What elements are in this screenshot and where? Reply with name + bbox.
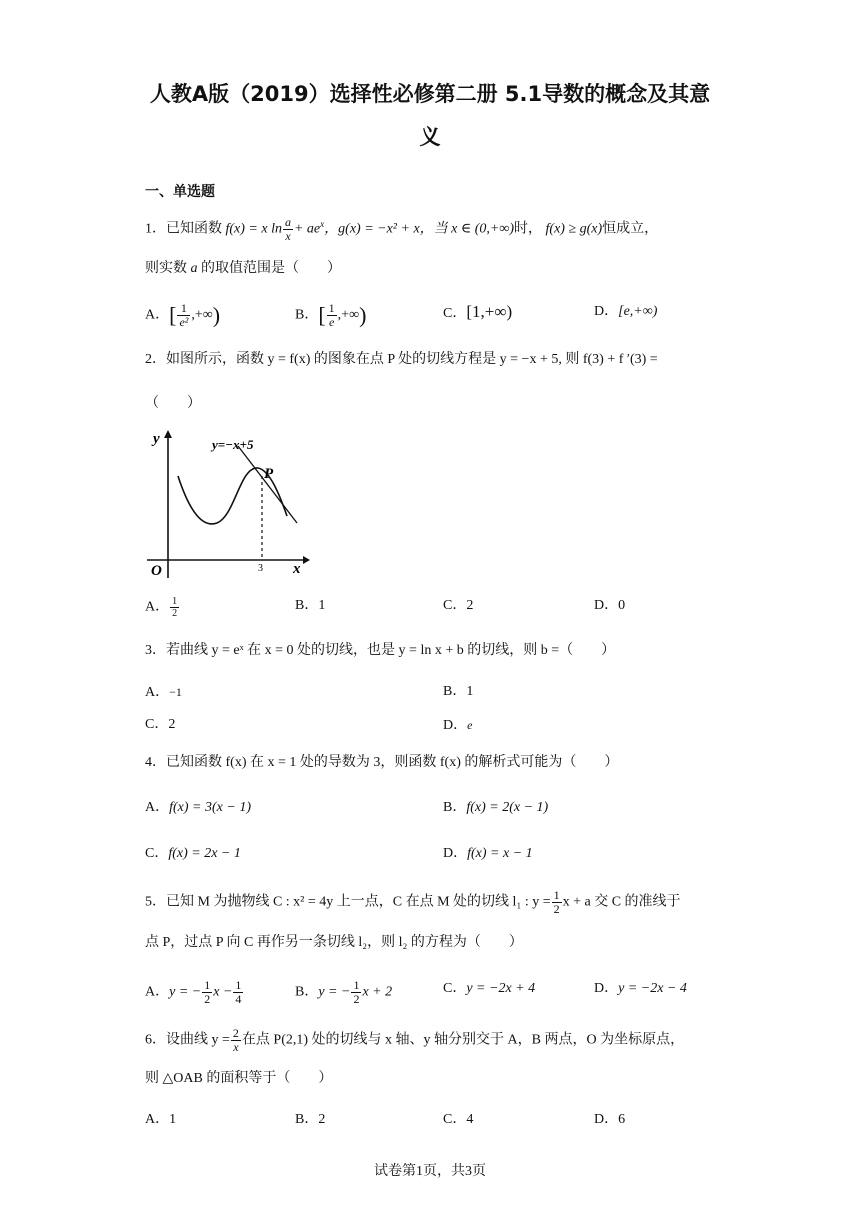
question-1-line1: 1．已知函数 f(x) = x ln $\frac{a}{x}$ + $ae^x$，g(x) = −x² + x，当 x ∈ (0,+∞)时， f(x) ≥ g(x)恒成立， (145, 214, 659, 243)
q5-option-d[interactable]: D．y = −2x − 4 (594, 981, 687, 996)
q6-option-c[interactable]: C．4 (443, 1112, 474, 1127)
y-axis-arrow (164, 430, 172, 438)
q1-option-b[interactable]: B．[ $\frac{1}{e}$ ,+∞) (295, 301, 367, 329)
q5-option-a[interactable]: A．y = − $\frac{1}{2}$ x − $\frac{1}{4}$ (145, 978, 242, 1006)
question-5-line1: 5．已知 M 为抛物线 C : x² = 4y 上一点，C 在点 M 处的切线 l₁ : y = $\frac{1}{2}$ x + a 交 C 的准线于 (145, 888, 681, 916)
function-graph-figure (145, 428, 310, 580)
question-1-line2: 则实数 a 的取值范围是（ ） (145, 261, 341, 276)
x-axis-label: x (293, 561, 301, 577)
question-2-paren: （ ） (145, 396, 201, 411)
q6-option-a[interactable]: A．1 (145, 1112, 177, 1127)
page-footer: 试卷第1页，共3页 (374, 1164, 486, 1179)
document-title-line1: 人教A版（2019）选择性必修第二册 5.1导数的概念及其意 (149, 82, 711, 106)
x-axis-arrow (303, 556, 310, 564)
q2-option-c[interactable]: C．2 (443, 598, 474, 613)
question-2-line1: 2．如图所示，函数 y = f(x) 的图象在点 P 处的切线方程是 y = −x + 5, 则 f(3) + f ′(3) = (145, 352, 658, 367)
q2-option-d[interactable]: D．0 (594, 598, 626, 613)
section-heading: 一、单选题 (145, 184, 215, 200)
q1-option-d[interactable]: D．[e,+∞) (594, 304, 658, 319)
q1-option-a[interactable]: A．[ $\frac{1}{\text{e²}}$ ,+∞) (145, 301, 221, 329)
question-6-line1: 6．设曲线 y = $\frac{2}{x}$ 在点 P(2,1) 处的切线与 x 轴、y 轴分别交于 A，B 两点，O 为坐标原点， (145, 1026, 685, 1054)
q4-option-c[interactable]: C．f(x) = 2x − 1 (145, 846, 241, 861)
q2-option-b[interactable]: B．1 (295, 598, 326, 613)
question-5-line2: 点 P，过点 P 向 C 再作另一条切线 l₂，则 l₂ 的方程为（ ） (145, 935, 523, 950)
q4-option-b[interactable]: B．f(x) = 2(x − 1) (443, 800, 549, 815)
q5-option-c[interactable]: C．y = −2x + 4 (443, 981, 536, 996)
origin-label: O (151, 563, 162, 579)
q6-option-b[interactable]: B．2 (295, 1112, 326, 1127)
q6-option-d[interactable]: D．6 (594, 1112, 626, 1127)
document-title-line2: 义 (419, 125, 441, 149)
q3-option-d[interactable]: D．e (443, 718, 473, 733)
q3-option-b[interactable]: B．1 (443, 684, 474, 699)
q3-option-a[interactable]: A．−1 (145, 685, 182, 700)
tangent-line (238, 446, 297, 523)
question-6-line2: 则 △OAB 的面积等于（ ） (145, 1071, 333, 1086)
q3-option-c[interactable]: C．2 (145, 717, 176, 732)
q5-option-b[interactable]: B．y = − $\frac{1}{2}$ x + 2 (295, 978, 393, 1006)
y-axis-label: y (153, 431, 160, 447)
q1-option-c[interactable]: C．[1,+∞) (443, 302, 513, 321)
question-3: 3．若曲线 y = eˣ 在 x = 0 处的切线，也是 y = ln x + b 的切线，则 b =（ ） (145, 643, 616, 658)
question-4: 4．已知函数 f(x) 在 x = 1 处的导数为 3，则函数 f(x) 的解析式可能为（ ） (145, 755, 619, 770)
q2-option-a[interactable]: A． $\frac{1}{2}$ (145, 596, 178, 619)
tangent-label: y=−x+5 (212, 437, 254, 452)
q4-option-a[interactable]: A．f(x) = 3(x − 1) (145, 800, 251, 815)
q4-option-d[interactable]: D．f(x) = x − 1 (443, 846, 533, 861)
point-p-label: P (264, 466, 274, 482)
x-tick-label: 3 (258, 563, 263, 574)
